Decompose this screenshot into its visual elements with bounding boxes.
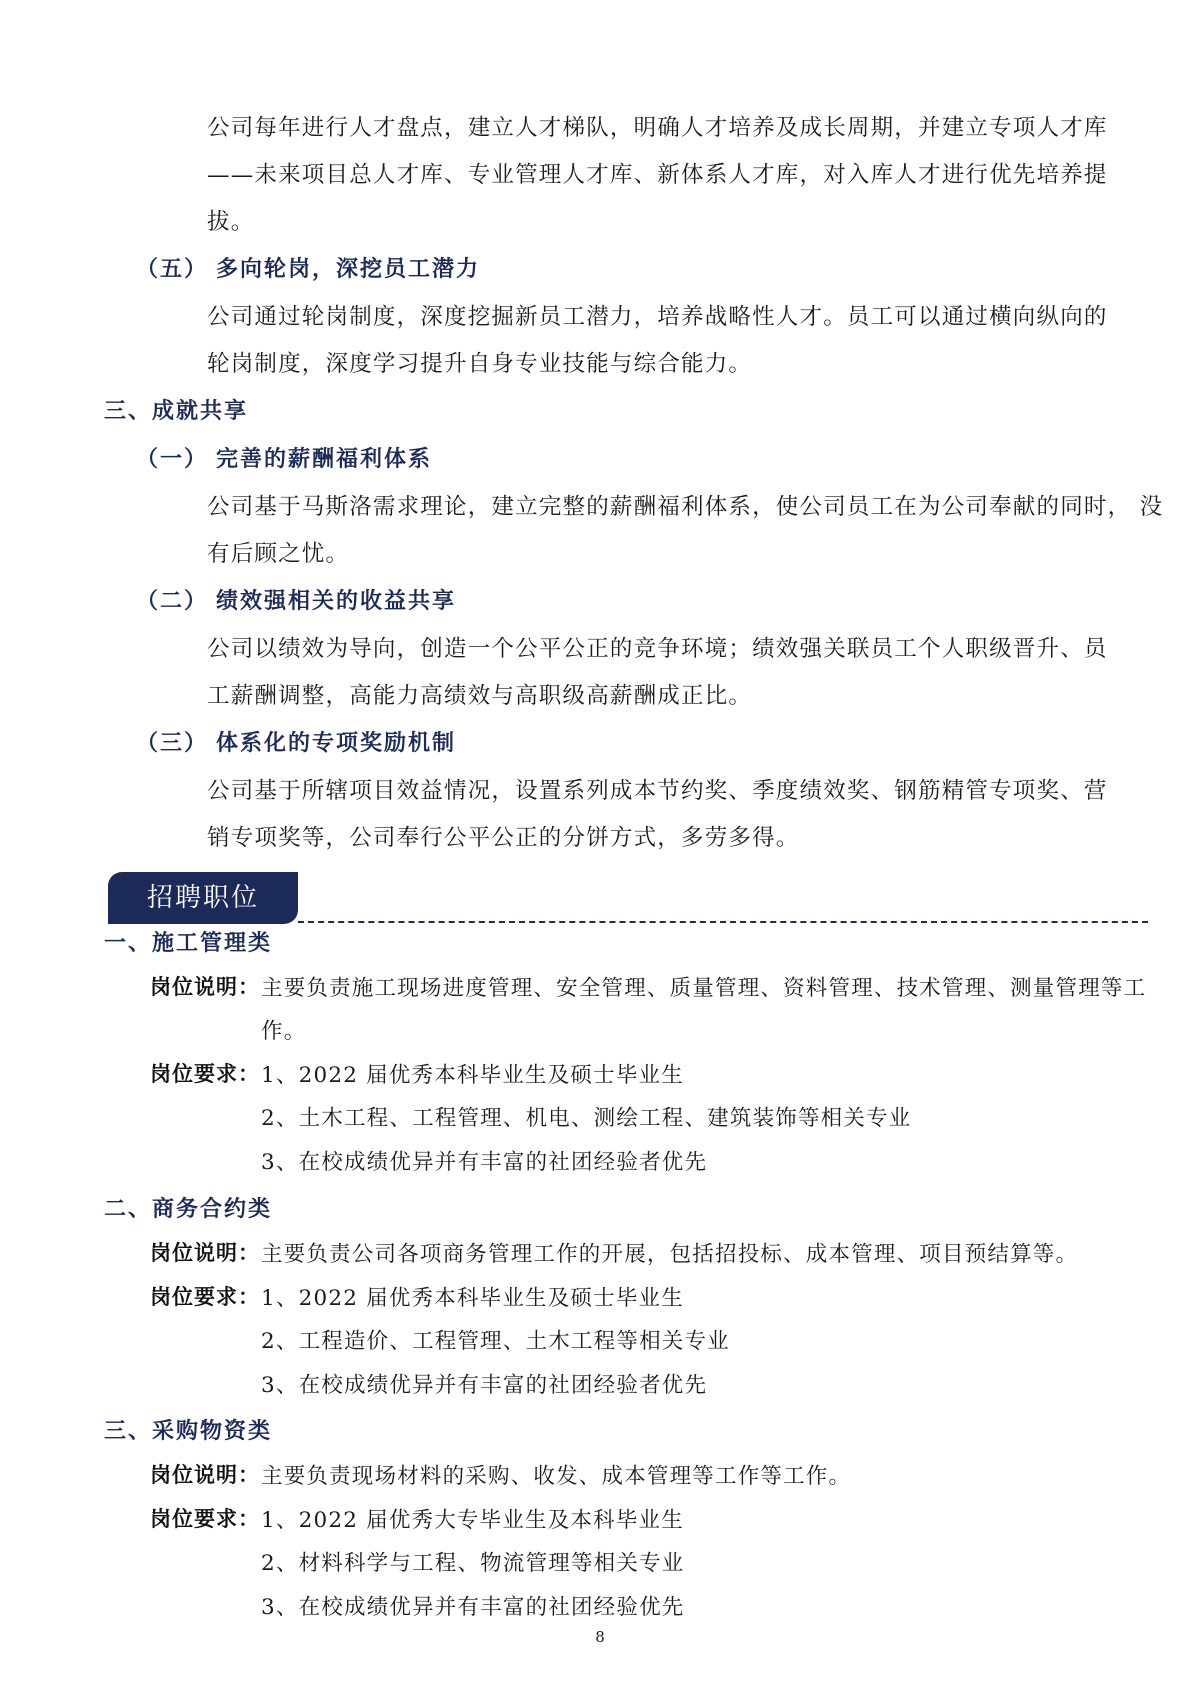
s3-3-line-2: 销专项奖等，公司奉行公平公正的分饼方式，多劳多得。: [207, 825, 800, 851]
job-2-req-3: 3、在校成绩优异并有丰富的社团经验者优先: [261, 1373, 708, 1398]
job-2-req-label: 岗位要求：: [150, 1285, 260, 1309]
s3-1-line-1: 公司基于马斯洛需求理论，建立完整的薪酬福利体系，使公司员工在为公司奉献的同时， 没: [207, 494, 1164, 520]
subheading-5-title: 多向轮岗，深挖员工潜力: [216, 257, 481, 282]
subheading-3-3-number: （三）: [136, 731, 209, 756]
job-3-desc-label: 岗位说明：: [150, 1463, 260, 1487]
intro-line-2: ——未来项目总人才库、专业管理人才库、新体系人才库，对入库人才进行优先培养提: [207, 162, 1108, 188]
job-1-req-3: 3、在校成绩优异并有丰富的社团经验者优先: [261, 1150, 708, 1175]
job-2-desc-line-1: 主要负责公司各项商务管理工作的开展，包括招投标、成本管理、项目预结算等。: [261, 1242, 1079, 1267]
subheading-3-1: [136, 442, 432, 473]
banner-dashed-divider: [298, 921, 1148, 923]
job-3-heading: 三、采购物资类: [104, 1419, 273, 1444]
s3-3-line-1: 公司基于所辖项目效益情况，设置系列成本节约奖、季度绩效奖、钢筋精管专项奖、营: [207, 778, 1108, 804]
job-2-heading: 二、商务合约类: [104, 1197, 273, 1222]
subheading-3-1-title: 完善的薪酬福利体系: [216, 447, 433, 472]
page-number: 8: [595, 1628, 605, 1646]
s3-2-line-1: 公司以绩效为导向，创造一个公平公正的竞争环境；绩效强关联员工个人职级晋升、员: [207, 636, 1108, 662]
intro-line-3: 拔。: [207, 209, 255, 235]
job-1-desc-line-1: 主要负责施工现场进度管理、安全管理、质量管理、资料管理、技术管理、测量管理等工: [261, 976, 1147, 1001]
subheading-3-2-title: 绩效强相关的收益共享: [216, 589, 457, 614]
job-2-req-1: 1、2022 届优秀本科毕业生及硕士毕业生: [261, 1286, 684, 1311]
subheading-3-2-number: （二）: [136, 589, 209, 614]
subheading-3-2: [136, 584, 456, 615]
job-3-req-1: 1、2022 届优秀大专毕业生及本科毕业生: [261, 1508, 684, 1533]
job-2-req-2: 2、工程造价、工程管理、土木工程等相关专业: [261, 1329, 730, 1354]
s3-2-line-2: 工薪酬调整，高能力高绩效与高职级高薪酬成正比。: [207, 683, 753, 709]
subheading-3-3: [136, 726, 456, 757]
job-1-desc-label: 岗位说明：: [150, 975, 260, 999]
intro-line-1: 公司每年进行人才盘点，建立人才梯队，明确人才培养及成长周期，并建立专项人才库: [207, 115, 1108, 141]
s3-1-line-2: 有后顾之忧。: [207, 541, 350, 567]
subheading-3-3-title: 体系化的专项奖励机制: [216, 731, 457, 756]
job-1-heading: 一、施工管理类: [104, 931, 273, 956]
job-3-req-3: 3、在校成绩优异并有丰富的社团经验优先: [261, 1595, 685, 1620]
subheading-5: [136, 252, 480, 283]
job-1-req-2: 2、土木工程、工程管理、机电、测绘工程、建筑装饰等相关专业: [261, 1106, 912, 1131]
subheading-5-number: （五）: [136, 257, 209, 282]
job-1-req-1: 1、2022 届优秀本科毕业生及硕士毕业生: [261, 1063, 684, 1088]
job-1-desc-line-2: 作。: [261, 1019, 307, 1044]
job-3-req-2: 2、材料科学与工程、物流管理等相关专业: [261, 1551, 685, 1576]
job-1-req-label: 岗位要求：: [150, 1062, 260, 1086]
job-3-req-label: 岗位要求：: [150, 1507, 260, 1531]
job-2-desc-label: 岗位说明：: [150, 1241, 260, 1265]
s5-line-1: 公司通过轮岗制度，深度挖掘新员工潜力，培养战略性人才。员工可以通过横向纵向的: [207, 304, 1108, 330]
recruitment-banner: 招聘职位: [108, 872, 298, 924]
s5-line-2: 轮岗制度，深度学习提升自身专业技能与综合能力。: [207, 351, 753, 377]
subheading-3-1-number: （一）: [136, 447, 209, 472]
section-heading-3: 三、成就共享: [104, 399, 249, 424]
job-3-desc-line-1: 主要负责现场材料的采购、收发、成本管理等工作等工作。: [261, 1464, 852, 1489]
